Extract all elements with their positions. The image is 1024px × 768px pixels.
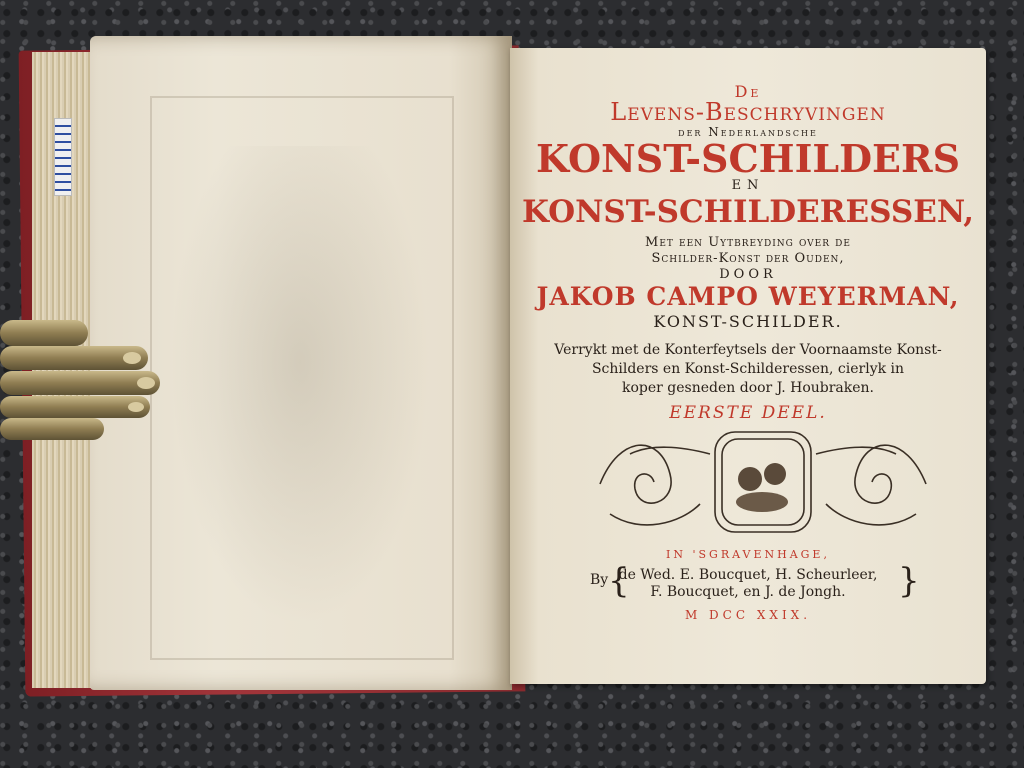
title-line-levens: Levens-Beschryvingen — [610, 98, 886, 126]
author-name: JAKOB CAMPO WEYERMAN, — [536, 282, 960, 311]
place-of-publication: IN 'SGRAVENHAGE, — [666, 548, 830, 561]
bookmark-ribbon — [54, 118, 72, 196]
by-label: By — [590, 572, 609, 588]
publication-year: M DCC XXIX. — [684, 608, 812, 622]
title-line-door: DOOR — [719, 267, 777, 282]
brass-hand-bookweight — [0, 318, 160, 444]
title-line-de: De — [734, 82, 762, 101]
title-line-konst-schilderessen: KONST-SCHILDERESSEN, — [521, 194, 975, 230]
show-through-engraving — [170, 146, 430, 626]
title-line-schilder-konst: Schilder-Konst der Ouden, — [651, 251, 845, 266]
title-page — [510, 48, 986, 684]
author-title: KONST-SCHILDER. — [653, 312, 843, 331]
title-line-konst-schilders: KONST-SCHILDERS — [535, 136, 961, 181]
printers-line-1: de Wed. E. Boucquet, H. Scheurleer, — [618, 567, 878, 583]
title-line-der-nederlandsche: der Nederlandsche — [678, 125, 818, 139]
description-line-3: koper gesneden door J. Houbraken. — [621, 380, 875, 396]
title-line-uytbreyding: Met een Uytbreyding over de — [645, 235, 851, 250]
description-line-2: Schilders en Konst-Schilderessen, cierlyk in — [591, 361, 905, 377]
left-brace: { — [608, 561, 630, 601]
description-line-1: Verrykt met de Konterfeytsels der Voornaamste Konst- — [554, 342, 942, 358]
ornamental-vignette — [590, 424, 936, 542]
title-line-en: EN — [731, 178, 765, 193]
volume-label: EERSTE DEEL. — [669, 403, 827, 423]
printers-line-2: F. Boucquet, en J. de Jongh. — [650, 584, 846, 600]
right-brace: } — [898, 561, 920, 601]
